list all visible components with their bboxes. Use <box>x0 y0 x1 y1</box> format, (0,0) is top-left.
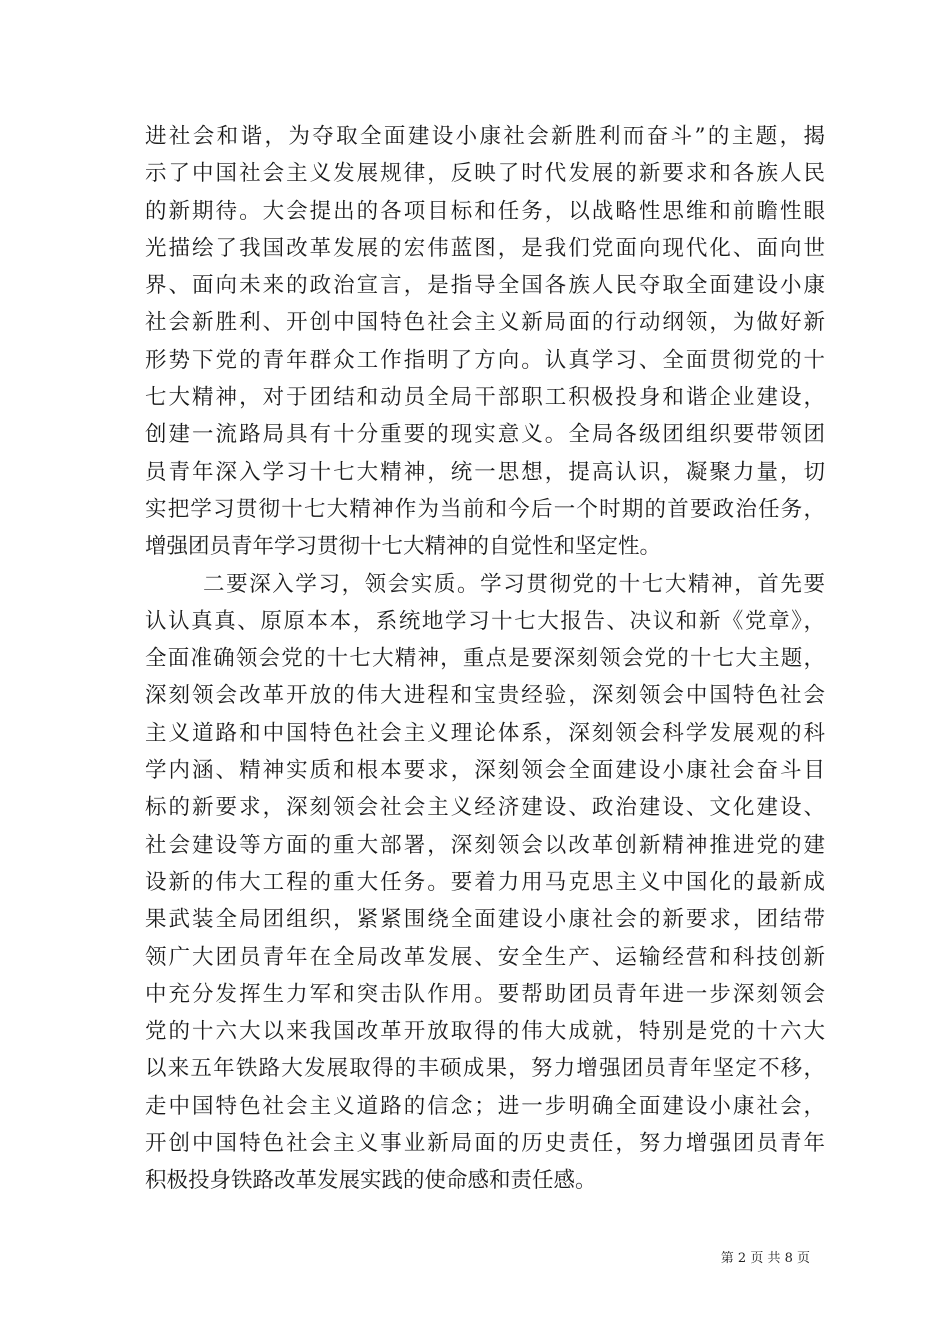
text-line: 积极投身铁路改革发展实践的使命感和责任感。 <box>145 1168 597 1194</box>
text-line: 认认真真、原原本本，系统地学习十七大报告、决议和新《党章》， <box>145 608 825 634</box>
body-text <box>145 118 825 1200</box>
text-line: 标的新要求，深刻领会社会主义经济建设、政治建设、文化建设、 <box>145 795 825 821</box>
text-line: 主义道路和中国特色社会主义理论体系，深刻领会科学发展观的科 <box>145 720 825 746</box>
text-line: 的新期待。大会提出的各项目标和任务，以战略性思维和前瞻性眼 <box>145 198 825 224</box>
text-line: 开创中国特色社会主义事业新局面的历史责任，努力增强团员青年 <box>145 1131 825 1157</box>
paragraph <box>145 566 825 1200</box>
text-line: 界、面向未来的政治宣言，是指导全国各族人民夺取全面建设小康 <box>145 273 825 299</box>
text-line: 深刻领会改革开放的伟大进程和宝贵经验，深刻领会中国特色社会 <box>145 683 825 709</box>
text-line: 创建一流路局具有十分重要的现实意义。全局各级团组织要带领团 <box>145 422 825 448</box>
text-line: 实把学习贯彻十七大精神作为当前和今后一个时期的首要政治任务， <box>145 496 825 522</box>
text-line: 形势下党的青年群众工作指明了方向。认真学习、全面贯彻党的十 <box>145 347 825 373</box>
text-line: 学内涵、精神实质和根本要求，深刻领会全面建设小康社会奋斗目 <box>145 758 825 784</box>
text-line: 二要深入学习，领会实质。学习贯彻党的十七大精神，首先要 <box>203 571 825 597</box>
paragraph <box>145 118 825 566</box>
page-number: 第 2 页 共 8 页 <box>720 1251 810 1266</box>
text-line: 走中国特色社会主义道路的信念；进一步明确全面建设小康社会， <box>145 1093 825 1119</box>
text-line: 示了中国社会主义发展规律，反映了时代发展的新要求和各族人民 <box>145 161 825 187</box>
text-line: 光描绘了我国改革发展的宏伟蓝图，是我们党面向现代化、面向世 <box>145 235 825 261</box>
text-line: 全面准确领会党的十七大精神，重点是要深刻领会党的十七大主题， <box>145 646 825 672</box>
text-line: 七大精神，对于团结和动员全局干部职工积极投身和谐企业建设， <box>145 385 825 411</box>
text-line: 增强团员青年学习贯彻十七大精神的自觉性和坚定性。 <box>145 534 662 560</box>
text-line: 设新的伟大工程的重大任务。要着力用马克思主义中国化的最新成 <box>145 869 825 895</box>
text-line: 中充分发挥生力军和突击队作用。要帮助团员青年进一步深刻领会 <box>145 981 825 1007</box>
text-line: 以来五年铁路大发展取得的丰硕成果，努力增强团员青年坚定不移， <box>145 1056 825 1082</box>
text-line: 社会建设等方面的重大部署，深刻领会以改革创新精神推进党的建 <box>145 832 825 858</box>
text-line: 进社会和谐，为夺取全面建设小康社会新胜利而奋斗”的主题，揭 <box>145 124 825 149</box>
text-line: 果武装全局团组织，紧紧围绕全面建设小康社会的新要求，团结带 <box>145 907 825 933</box>
text-line: 领广大团员青年在全局改革发展、安全生产、运输经营和科技创新 <box>145 944 825 970</box>
text-line: 社会新胜利、开创中国特色社会主义新局面的行动纲领，为做好新 <box>145 310 825 336</box>
text-line: 党的十六大以来我国改革开放取得的伟大成就，特别是党的十六大 <box>145 1019 825 1045</box>
text-line: 员青年深入学习十七大精神，统一思想，提高认识，凝聚力量，切 <box>145 459 825 485</box>
